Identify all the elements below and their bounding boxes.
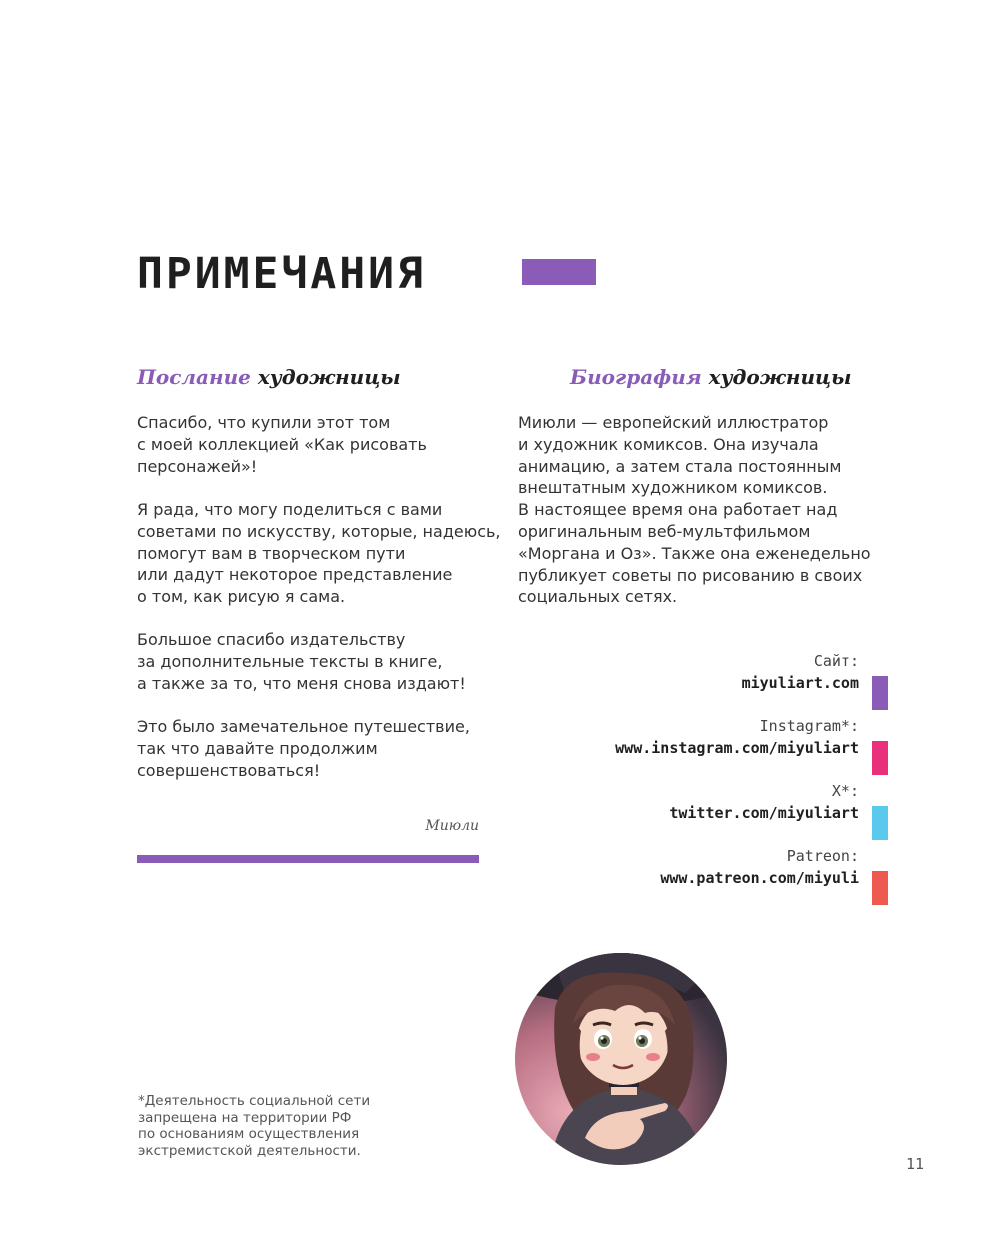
x-swatch-icon [872, 806, 888, 840]
signature-underline [137, 855, 479, 863]
contact-x-link[interactable]: twitter.com/miyuliart [669, 804, 859, 822]
bio-heading-plain: художницы [708, 365, 852, 389]
site-swatch-icon [872, 676, 888, 710]
contact-instagram-label: Instagram*: [759, 717, 859, 735]
message-paragraph-4: Это было замечательное путешествие, так что давайте продолжим совершенствоваться! [137, 717, 470, 780]
contact-patreon-link[interactable]: www.patreon.com/miyuli [660, 869, 859, 887]
message-heading-plain: художницы [257, 365, 401, 389]
message-paragraph-3: Большое спасибо издательству за дополнительные тексты в книге, а также за то, что меня снова издают! [137, 630, 466, 693]
bio-text: Миюли — европейский иллюстратор и художник комиксов. Она изучала анимацию, а затем стала постоянным внештатным художником комиксов. В настоящее время она работает над оригинальным веб-мультфильмом «Моргана и Оз». Также она еженедельно публикует советы по рисованию в своих социальных сетях. [518, 413, 871, 607]
patreon-swatch-icon [872, 871, 888, 905]
contact-x-label: X*: [831, 782, 859, 800]
signature: Миюли [425, 818, 479, 834]
contact-instagram-link[interactable]: www.instagram.com/miyuliart [615, 739, 859, 757]
message-heading [137, 363, 401, 391]
contact-site-link[interactable]: miyuliart.com [741, 674, 859, 692]
footnote: *Деятельность социальной сети запрещена на территории РФ по основаниям осуществления экстремистской деятельности. [138, 1093, 371, 1159]
instagram-swatch-icon [872, 741, 888, 775]
page-title: ПРИМЕЧАНИЯ [137, 249, 426, 299]
title-accent-bar [522, 259, 596, 285]
bio-heading [570, 363, 851, 391]
page-number: 11 [906, 1155, 925, 1173]
message-paragraph-1: Спасибо, что купили этот том с моей коллекцией «Как рисовать персонажей»! [137, 413, 427, 476]
contact-site-label: Сайт: [813, 652, 859, 670]
message-paragraph-2: Я рада, что могу поделиться с вами советами по искусству, которые, надеюсь, помогут вам в творческом пути или дадут некоторое представление о том, как рисую я сама. [137, 500, 501, 607]
bio-heading-accent: Биография [570, 365, 702, 389]
artist-avatar [515, 953, 727, 1165]
contact-patreon-label: Patreon: [786, 847, 859, 865]
message-heading-accent: Послание [137, 365, 251, 389]
